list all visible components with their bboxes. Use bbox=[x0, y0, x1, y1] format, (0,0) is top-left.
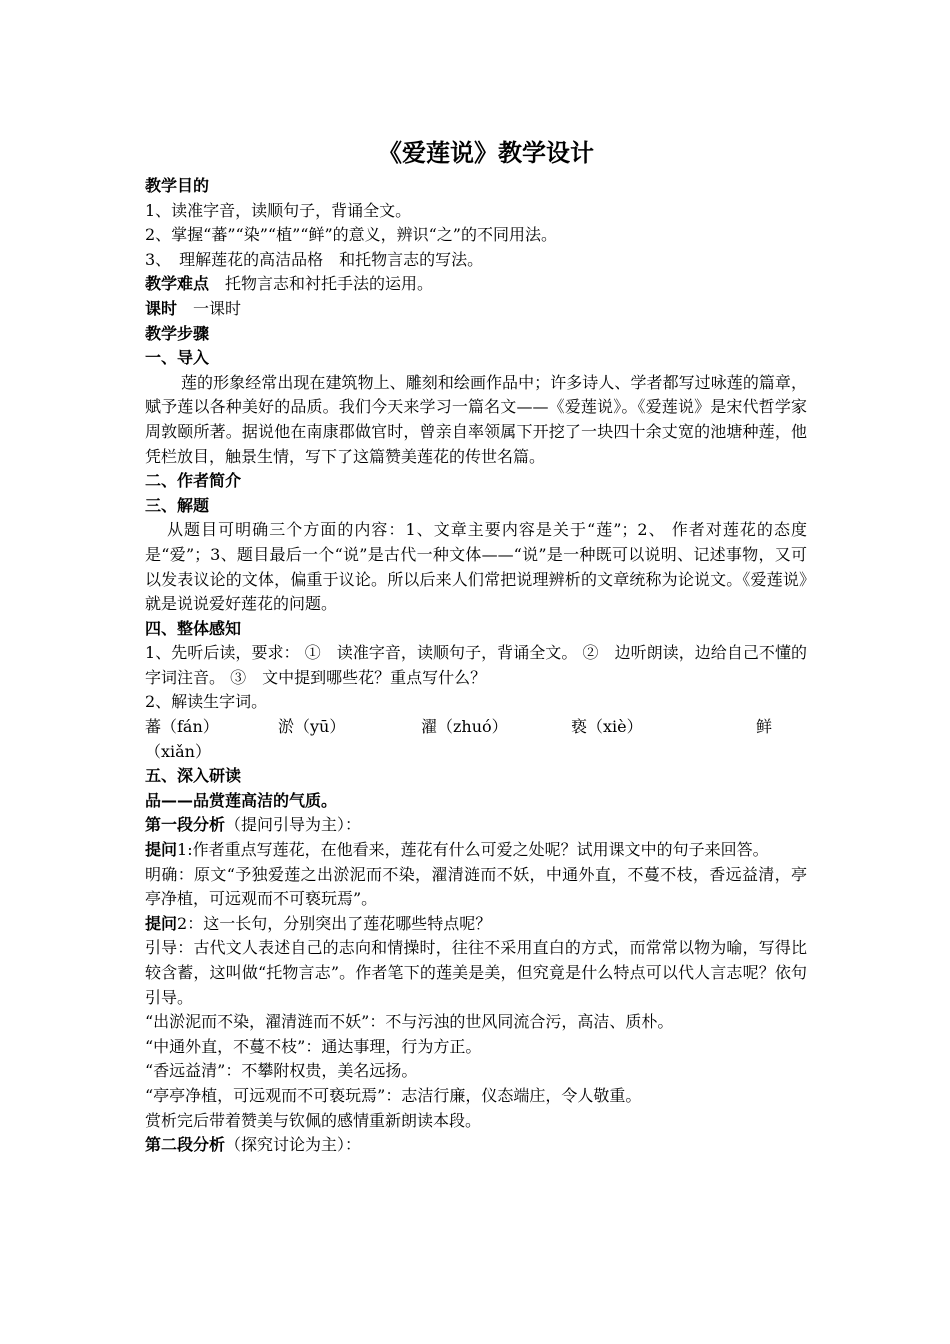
section-heading: 五、深入研读 bbox=[145, 766, 242, 786]
vocab-row bbox=[145, 715, 807, 740]
paragraph2-label: 第二段分析 bbox=[145, 1135, 226, 1155]
vocab-item: 蕃（fán） bbox=[145, 717, 219, 737]
question-text: 1:作者重点写莲花，在他看来，莲花有什么可爱之处呢？试用课文中的句子来回答。 bbox=[177, 840, 769, 860]
analysis-line: 赏析完后带着赞美与钦佩的感情重新朗读本段。 bbox=[145, 1110, 482, 1130]
goal-item: 1、读准字音，读顺句子，背诵全文。 bbox=[145, 200, 412, 220]
analysis-line: “亭亭净植，可远观而不可亵玩焉”：志洁行廉，仪态端庄，令人敬重。 bbox=[145, 1085, 642, 1105]
steps-heading: 教学步骤 bbox=[145, 323, 210, 343]
analysis-line: “中通外直，不蔓不枝”：通达事理，行为方正。 bbox=[145, 1036, 482, 1056]
difficulty-text: 托物言志和衬托手法的运用。 bbox=[209, 274, 434, 294]
question-label: 提问 bbox=[145, 913, 178, 933]
paragraph1-note: （提问引导为主）： bbox=[225, 815, 362, 835]
paragraph1-label: 第一段分析 bbox=[145, 815, 226, 835]
period-text: 一课时 bbox=[177, 298, 242, 318]
goal-item: 3、 理解莲花的高洁品格 和托物言志的写法。 bbox=[145, 249, 484, 269]
intro-paragraph: 莲的形象经常出现在建筑物上、雕刻和绘画作品中；许多诗人、学者都写过咏莲的篇章，赋予莲以各种美好的品质。我们今天来学习一篇名文——《爱莲说》。《爱莲说》是宋代哲学家周敦颐所著。据说他在南康郡做官时，曾亲自率领属下开挖了一块四十余丈宽的池塘种莲，他凭栏放目，触景生情，写下了这篇赞美莲花的传世名篇。 bbox=[145, 372, 807, 466]
section-heading: 一、导入 bbox=[145, 348, 210, 368]
question-label: 提问 bbox=[145, 840, 178, 860]
subsection-heading: 品——品赏莲高洁的气质。 bbox=[145, 790, 338, 810]
answer-1: 明确：原文“予独爱莲之出淤泥而不染，濯清涟而不妖，中通外直，不蔓不枝，香远益清，亭亭净植，可远观而不可亵玩焉”。 bbox=[145, 864, 807, 909]
vocab-item: 濯（zhuó） bbox=[421, 717, 508, 737]
analysis-line: “香远益清”：不攀附权贵，美名远扬。 bbox=[145, 1061, 418, 1081]
question-2 bbox=[145, 912, 807, 937]
title-analysis-paragraph: 从题目可明确三个方面的内容：1、文章主要内容是关于“莲”；2、 作者对莲花的态度是“爱”；3、题目最后一个“说”是古代一种文体——“说”是一种既可以说明、记述事物，又可以发表议论的文体，偏重于议论。所以后来人们常把说理辨析的文章统称为论说文。《爱莲说》就是说说爱好莲花的问题。 bbox=[145, 520, 807, 614]
vocab-item: 亵（xiè） bbox=[571, 717, 643, 737]
analysis-line: “出淤泥而不染，濯清涟而不妖”：不与污浊的世风同流合污，高洁、质朴。 bbox=[145, 1012, 674, 1032]
section-heading: 二、作者简介 bbox=[145, 471, 242, 491]
section-heading: 三、解题 bbox=[145, 495, 210, 515]
difficulty-label: 教学难点 bbox=[145, 274, 210, 294]
vocab-item: 鲜 bbox=[756, 717, 773, 737]
goal-item: 2、掌握“蕃”“染”“植”“鲜”的意义，辨识“之”的不同用法。 bbox=[145, 225, 557, 245]
document-title: 《爱莲说》教学设计 bbox=[378, 139, 594, 167]
paragraph2-analysis-heading bbox=[145, 1133, 807, 1158]
document-body bbox=[145, 138, 807, 1158]
goals-heading: 教学目的 bbox=[145, 176, 210, 195]
period-line bbox=[145, 297, 807, 322]
section-heading: 四、整体感知 bbox=[145, 618, 242, 638]
vocab-item: 淤（yū） bbox=[278, 717, 346, 737]
vocab-intro: 2、解读生字词。 bbox=[145, 692, 268, 712]
difficulty-line bbox=[145, 272, 807, 297]
paragraph1-analysis-heading bbox=[145, 813, 807, 838]
paragraph2-note: （探究讨论为主）： bbox=[225, 1135, 362, 1155]
question-text: 2：这一长句，分别突出了莲花哪些特点呢？ bbox=[177, 913, 492, 933]
guide-paragraph: 引导：古代文人表述自己的志向和情操时，往往不采用直白的方式，而常常以物为喻，写得比较含蓄，这叫做“托物言志”。作者笔下的莲美是美，但究竟是什么特点可以代人言志呢？依句引导。 bbox=[145, 938, 807, 1007]
vocab-item-wrap: （xiǎn） bbox=[145, 741, 211, 761]
question-1 bbox=[145, 838, 807, 863]
reading-requirements: 1、先听后读，要求： ① 读准字音，读顺句子，背诵全文。 ② 边听朗读，边给自己不懂的字词注音。 ③ 文中提到哪些花？重点写什么？ bbox=[145, 643, 807, 687]
period-label: 课时 bbox=[145, 298, 178, 318]
